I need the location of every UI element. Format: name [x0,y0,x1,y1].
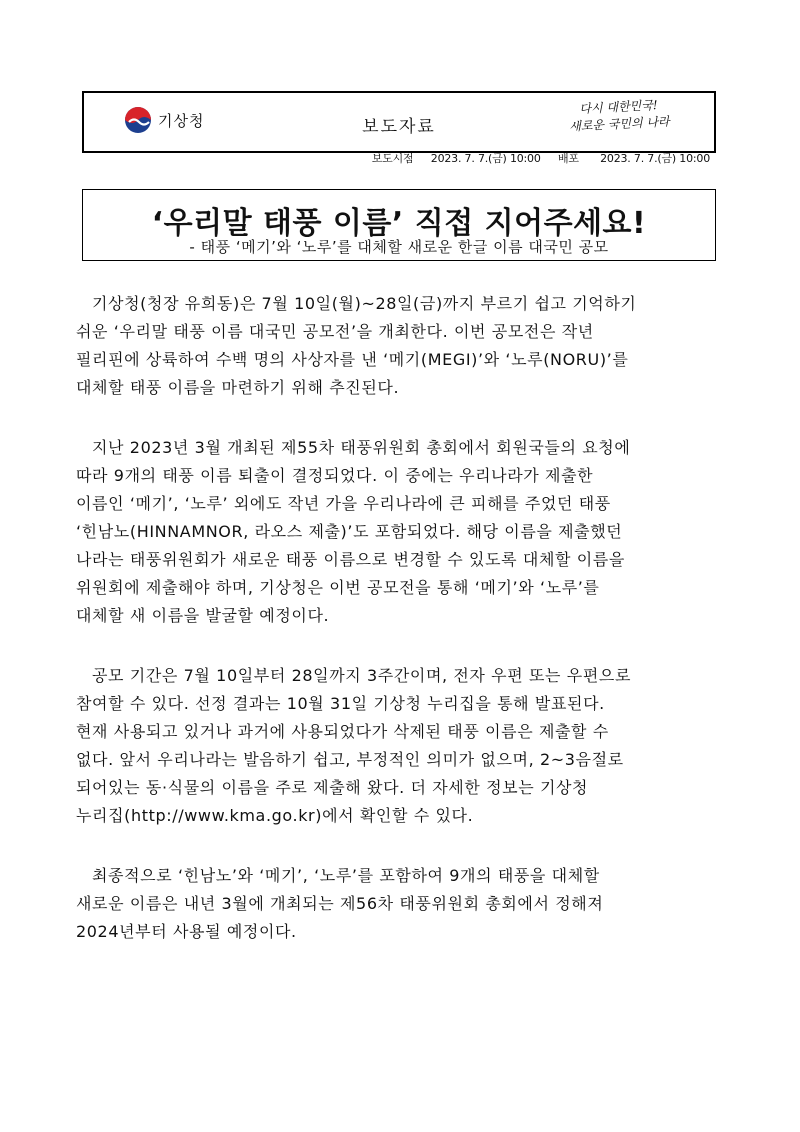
text-line: 기상청(청장 유희동)은 7월 10일(월)~28일(금)까지 부르기 쉽고 기억하기 [92,294,637,313]
embargo-label: 보도시점 [371,152,414,165]
text-line: 따라 9개의 태풍 이름 퇴출이 결정되었다. 이 중에는 우리나라가 제출한 [76,466,594,485]
title-box [82,189,716,261]
text-line: 2024년부터 사용될 예정이다. [76,922,297,941]
text-line: 나라는 태풍위원회가 새로운 태풍 이름으로 변경할 수 있도록 대체할 이름을 [76,550,625,569]
distribution-time: 2023. 7. 7.(금) 10:00 [600,152,710,165]
page-subtitle: - 태풍 ‘메기’와 ‘노루’를 대체할 새로운 한글 이름 대국민 공모 [189,238,609,256]
text-line: 대체할 태풍 이름을 마련하기 위해 추진된다. [76,378,400,397]
page-title: ‘우리말 태풍 이름’ 직접 지어주세요! [151,206,647,241]
text-line: 쉬운 ‘우리말 태풍 이름 대국민 공모전’을 개최한다. 이번 공모전은 작년 [76,322,594,341]
paragraph [76,862,724,946]
text-line: 공모 기간은 7월 10일부터 28일까지 3주간이며, 전자 우편 또는 우편으로 [92,666,631,685]
slogan-line: 새로운 국민의 나라 [568,114,670,134]
paragraph [76,434,724,630]
embargo-time: 2023. 7. 7.(금) 10:00 [430,152,541,165]
text-line: 새로운 이름은 내년 3월에 개최되는 제56차 태풍위원회 총회에서 정해져 [76,894,604,913]
text-line: 현재 사용되고 있거나 과거에 사용되었다가 삭제된 태풍 이름은 제출할 수 [76,722,609,741]
agency-name: 기상청 [158,111,205,130]
text-line: 되어있는 동·식물의 이름을 주로 제출해 왔다. 더 자세한 정보는 기상청 [76,778,589,797]
text-line: 필리핀에 상륙하여 수백 명의 사상자를 낸 ‘메기(MEGI)’와 ‘노루(NORU)’를 [76,350,629,369]
paragraph [76,662,724,830]
text-line: 없다. 앞서 우리나라는 발음하기 쉽고, 부정적인 의미가 없으며, 2~3음절로 [76,750,624,769]
text-line: 지난 2023년 3월 개최된 제55차 태풍위원회 총회에서 회원국들의 요청에 [92,438,631,457]
press-header [82,91,716,153]
text-line: 이름인 ‘메기’, ‘노루’ 외에도 작년 가을 우리나라에 큰 피해를 주었던 태풍 [76,494,611,513]
text-line: 최종적으로 ‘힌남노’와 ‘메기’, ‘노루’를 포함하여 9개의 태풍을 대체할 [92,866,600,885]
text-line: 대체할 새 이름을 발굴할 예정이다. [76,606,330,625]
text-line: ‘힌남노(HINNAMNOR, 라오스 제출)’도 포함되었다. 해당 이름을 제출했던 [76,522,623,541]
text-line: 참여할 수 있다. 선정 결과는 10월 31일 기상청 누리집을 통해 발표된다. [76,694,605,713]
text-line: 위원회에 제출해야 하며, 기상청은 이번 공모전을 통해 ‘메기’와 ‘노루’를 [76,578,600,597]
distribution-label: 배포 [557,152,579,165]
paragraph [76,290,724,402]
text-line: 누리집(http://www.kma.go.kr)에서 확인할 수 있다. [76,806,474,825]
release-info [372,150,710,166]
slogan-line: 다시 대한민국! [579,97,658,117]
article-body [76,290,724,978]
doc-type: 보도자료 [362,117,436,137]
